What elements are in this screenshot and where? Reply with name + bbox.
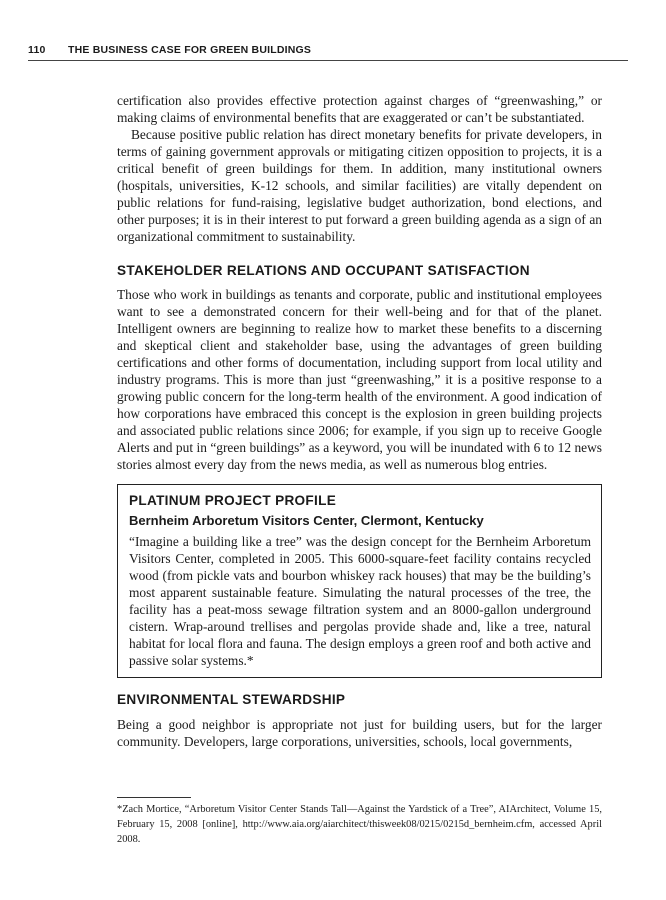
profile-box-subtitle: Bernheim Arboretum Visitors Center, Clermont, Kentucky [129,513,484,528]
footnote: *Zach Mortice, “Arboretum Visitor Center Stands Tall—Against the Yardstick of a Tree”, AIArchitect, Volume 15, February 15, 2008 [online], http://www.aia.org/aiarchitect/thisweek08/0215/0215d_bernheim.cfm, accessed April 2008. [117,804,602,845]
section-heading-stakeholder: STAKEHOLDER RELATIONS AND OCCUPANT SATISFACTION [117,263,530,278]
running-title: THE BUSINESS CASE FOR GREEN BUILDINGS [68,44,312,56]
intro-paragraph-1: certification also provides effective protection against charges of “greenwashing,” or making claims of environmental benefits that are exaggerated or can’t be substantiated. [117,93,602,125]
page-body [117,92,602,750]
profile-box-title: PLATINUM PROJECT PROFILE [129,493,337,508]
platinum-project-profile-box [117,484,602,678]
stakeholder-paragraph: Those who work in buildings as tenants and corporate, public and institutional employees want to see a demonstrated concern for their well-being and for that of the planet. Intelligent owners are beginning to realize how to market these benefits to a discerning and skeptical client and stakeholder base, using the advantages of green building certifications and other forms of documentation, including support from local utility and industry programs. This is more than just “greenwashing,” it is a positive response to a growing public concern for the long-term health of the environment. A good indication of how corporations have embraced this concept is the explosion in green building projects and associated public relations since 2006; for example, if you sign up to receive Google Alerts and put in “green buildings” as a keyword, you will be inundated with 6 to 12 news stories almost every day from the news media, as well as numerous blog entries. [117,287,602,472]
environmental-paragraph: Being a good neighbor is appropriate not just for building users, but for the larger community. Developers, large corporations, universities, schools, local governments, [117,717,602,749]
footnote-divider [117,797,191,798]
section-heading-environmental: ENVIRONMENTAL STEWARDSHIP [117,692,346,707]
page-number: 110 [28,44,46,56]
profile-box-body: “Imagine a building like a tree” was the design concept for the Bernheim Arboretum Visitors Center, completed in 2005. This 6000-square-feet facility contains recycled wood (from pickle vats and bourbon whiskey rack houses) that may be the building’s most apparent sustainable feature. Simulating the natural processes of the tree, the facility has a peat-moss sewage filtration system and an 8000-gallon underground cistern. Wrap-around trellises and pergolas provide shade and, like a tree, natural habitat for local flora and fauna. The design employs a green roof and both active and passive solar systems.* [129,534,591,668]
intro-paragraph-2: Because positive public relation has direct monetary benefits for private developers, in terms of gaining government approvals or mitigating citizen opposition to projects, it is a critical benefit of green buildings for them. In addition, many institutional owners (hospitals, universities, K-12 schools, and similar facilities) are vitally dependent on public relations for fund-raising, legislative budget authorization, bond elections, and other purposes; it is in their interest to put forward a green building agenda as a sign of an organizational commitment to sustainability. [117,127,602,244]
running-head [28,44,628,61]
